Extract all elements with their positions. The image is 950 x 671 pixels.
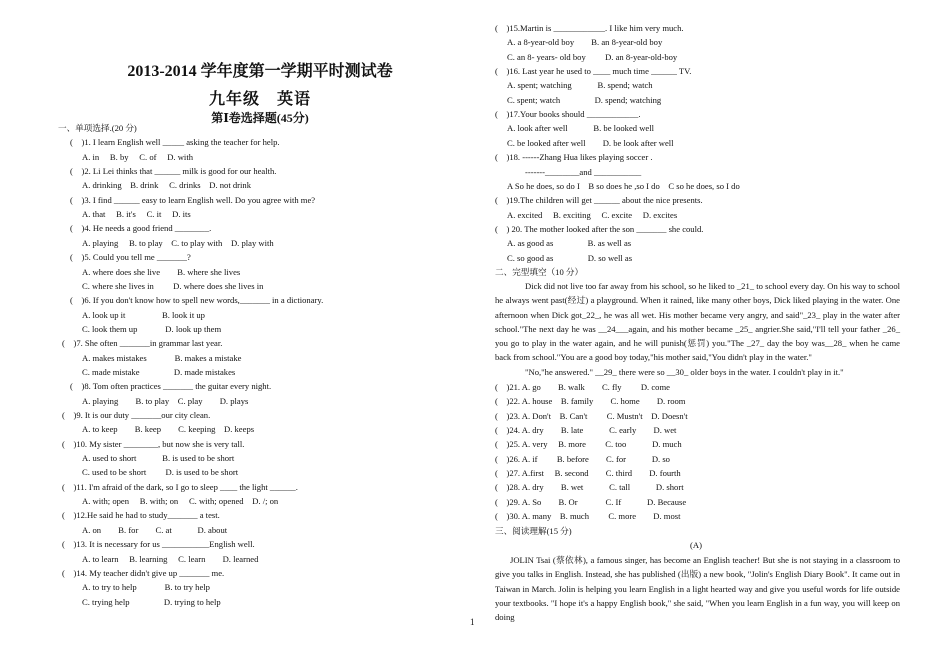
right-top-line: C. so good as D. so well as: [507, 252, 633, 263]
right-top-line: -------________and ___________: [525, 166, 642, 177]
left-lines-line: A. where does she live B. where she lives: [82, 266, 241, 277]
left-lines-line: ( )2. Li Lei thinks that ______ milk is good for our health.: [70, 166, 277, 177]
left-lines-line: ( )5. Could you tell me _______?: [70, 252, 191, 263]
right-top-line: A. spent; watching B. spend; watch: [507, 80, 653, 91]
right-bottom-line: ( )21. A. go B. walk C. fly D. come: [495, 382, 670, 392]
left-lines-line: A. playing B. to play C. to play with D. play with: [82, 237, 274, 248]
right-bottom-line: ( )22. A. house B. family C. home D. room: [495, 396, 686, 407]
right-top-line: A. excited B. exciting C. excite D. excites: [507, 209, 678, 220]
left-lines-line: A. used to short B. is used to be short: [82, 453, 235, 464]
right-bottom-line: ( )23. A. Don't B. Can't C. Mustn't D. Doesn't: [495, 410, 688, 421]
reading-label: (A): [690, 540, 702, 550]
right-bottom-line: ( )28. A. dry B. wet C. tall D. short: [495, 482, 684, 493]
left-lines-line: A. on B. for C. at D. about: [82, 524, 228, 535]
exam-title: 2013-2014 学年度第一学期平时测试卷: [127, 63, 393, 80]
left-lines-line: ( )10. My sister ________, but now she is very tall.: [62, 438, 245, 449]
grade-subject: 九年级 英语: [208, 91, 311, 108]
right-bottom-line: ( )25. A. very B. more C. too D. much: [495, 439, 682, 450]
left-lines-line: C. where she lives in D. where does she lives in: [82, 280, 264, 291]
left-lines-line: A. to try to help B. to try help: [82, 582, 210, 593]
left-lines-line: ( )4. He needs a good friend ________.: [70, 223, 212, 234]
right-top-line: ( )19.The children will get ______ about the nice presents.: [495, 195, 703, 206]
left-lines-line: A. to learn B. learning C. learn D. learned: [82, 553, 259, 564]
left-lines-line: A. in B. by C. of D. with: [82, 151, 194, 162]
left-lines-line: ( )14. My teacher didn't give up _______ me.: [62, 567, 225, 578]
right-bottom-line: ( )30. A. many B. much C. more D. most: [495, 511, 681, 522]
right-top-line: C. spent; watch D. spend; watching: [507, 94, 662, 105]
left-lines-line: ( )13. It is necessary for us ___________English well.: [62, 539, 255, 550]
right-top-line: C. an 8- years- old boy D. an 8-year-old-boy: [507, 51, 678, 62]
right-top-line: ( ) 20. The mother looked after the son _______ she could.: [495, 223, 704, 234]
left-lines-line: 一、单项选择.(20 分): [58, 123, 137, 133]
right-top-line: A So he does, so do I B so does he ,so I do C so he does, so I do: [507, 180, 740, 191]
right-bottom-line: ( )24. A. dry B. late C. early D. wet: [495, 425, 677, 436]
right-top-line: ( )16. Last year he used to ____ much time ______ TV.: [495, 66, 692, 77]
left-lines-line: ( )3. I find ______ easy to learn English well. Do you agree with me?: [70, 194, 316, 205]
left-lines-line: A. drinking B. drink C. drinks D. not drink: [82, 180, 252, 191]
reading-passage: JOLIN Tsai (蔡依林), a famous singer, has become an English teacher! But she is not staying in a classroom to give you talks in English. Instead, she has published (出版) a new book, "Jolin's English Diary Book". It came out in Taiwan in March. Jolin is helping you learn English in a light hearted way and give you useful words for life outside your textbooks. "I hope it's a happy English book," she said, "When you learn English in a fun way, you will keep on doing: [495, 555, 900, 623]
left-lines-line: ( )6. If you don't know how to spell new words,_______ in a dictionary.: [70, 295, 324, 306]
right-bottom-line: ( )26. A. if B. before C. for D. so: [495, 453, 670, 464]
left-lines-line: ( )7. She often _______in grammar last year.: [62, 338, 223, 349]
left-lines-line: A. playing B. to play C. play D. plays: [82, 395, 249, 406]
right-top-line: C. be looked after well D. be look after well: [507, 137, 674, 148]
left-lines-line: C. trying help D. trying to help: [82, 596, 221, 607]
left-lines-line: A. with; open B. with; on C. with; opened D. /; on: [82, 496, 279, 507]
part-heading: 第Ⅰ卷选择题(45分): [211, 111, 309, 125]
right-top-line: A. a 8-year-old boy B. an 8-year-old boy: [507, 37, 663, 48]
right-bottom-line: ( )27. A.first B. second C. third D. fourth: [495, 468, 681, 479]
right-top-line: A. as good as B. as well as: [507, 238, 632, 249]
left-lines-line: ( )1. I learn English well _____ asking the teacher for help.: [70, 137, 280, 148]
left-lines-line: ( )9. It is our duty _______our city clean.: [62, 410, 211, 420]
cloze-passage-end: "No,"he answered." __29_ there were so __30_ older boys in the water. I couldn't play in it.": [525, 367, 844, 377]
right-bottom-line: 三、阅读理解(15 分): [495, 525, 572, 536]
left-lines-line: A. that B. it's C. it D. its: [82, 209, 191, 220]
left-lines-line: ( )11. I'm afraid of the dark, so I go to sleep ____ the light ______.: [62, 481, 298, 492]
left-lines-line: ( )12.He said he had to study_______ a test.: [62, 510, 220, 521]
left-lines-line: ( )8. Tom often practices _______ the guitar every night.: [70, 381, 272, 392]
right-top-line: ( )18. ------Zhang Hua likes playing soccer .: [495, 152, 653, 163]
left-lines-line: C. used to be short D. is used to be short: [82, 467, 239, 478]
right-bottom-line: ( )29. A. So B. Or C. If D. Because: [495, 496, 687, 507]
left-lines-line: A. to keep B. keep C. keeping D. keeps: [82, 424, 255, 435]
left-lines-line: C. made mistake D. made mistakes: [82, 366, 236, 377]
left-lines-line: C. look them up D. look up them: [82, 323, 222, 334]
right-top-line: ( )17.Your books should ____________.: [495, 109, 641, 120]
left-lines-line: A. makes mistakes B. makes a mistake: [82, 352, 242, 363]
right-top-line: ( )15.Martin is ____________. I like him very much.: [495, 23, 684, 33]
cloze-passage: Dick did not live too far away from his school, so he liked to _21_ to school every day. On his way to school he always went past(经过) a playground. When it rained, like many other boys, Dick liked playing in the water. One afternoon when Dick got_22_, he was all wet. His mother became very angry, and said"_23_ play in the water after school."The next day he was __24___again, and his mother became _25_ angrier.She said,"I'll tell your father _26_ you go to play in the water again, and he will punish(惩罚) you."The _27_ day the boy was__28_ when he came back from school."You are a good boy today,"his mother said,"You didn't play in the water.": [495, 281, 900, 363]
page-number: 1: [470, 617, 475, 627]
right-top-line: A. look after well B. be looked well: [507, 123, 655, 134]
left-lines-line: A. look up it B. look it up: [82, 309, 205, 320]
right-top-line: 二、完型填空（10 分）: [495, 266, 584, 277]
